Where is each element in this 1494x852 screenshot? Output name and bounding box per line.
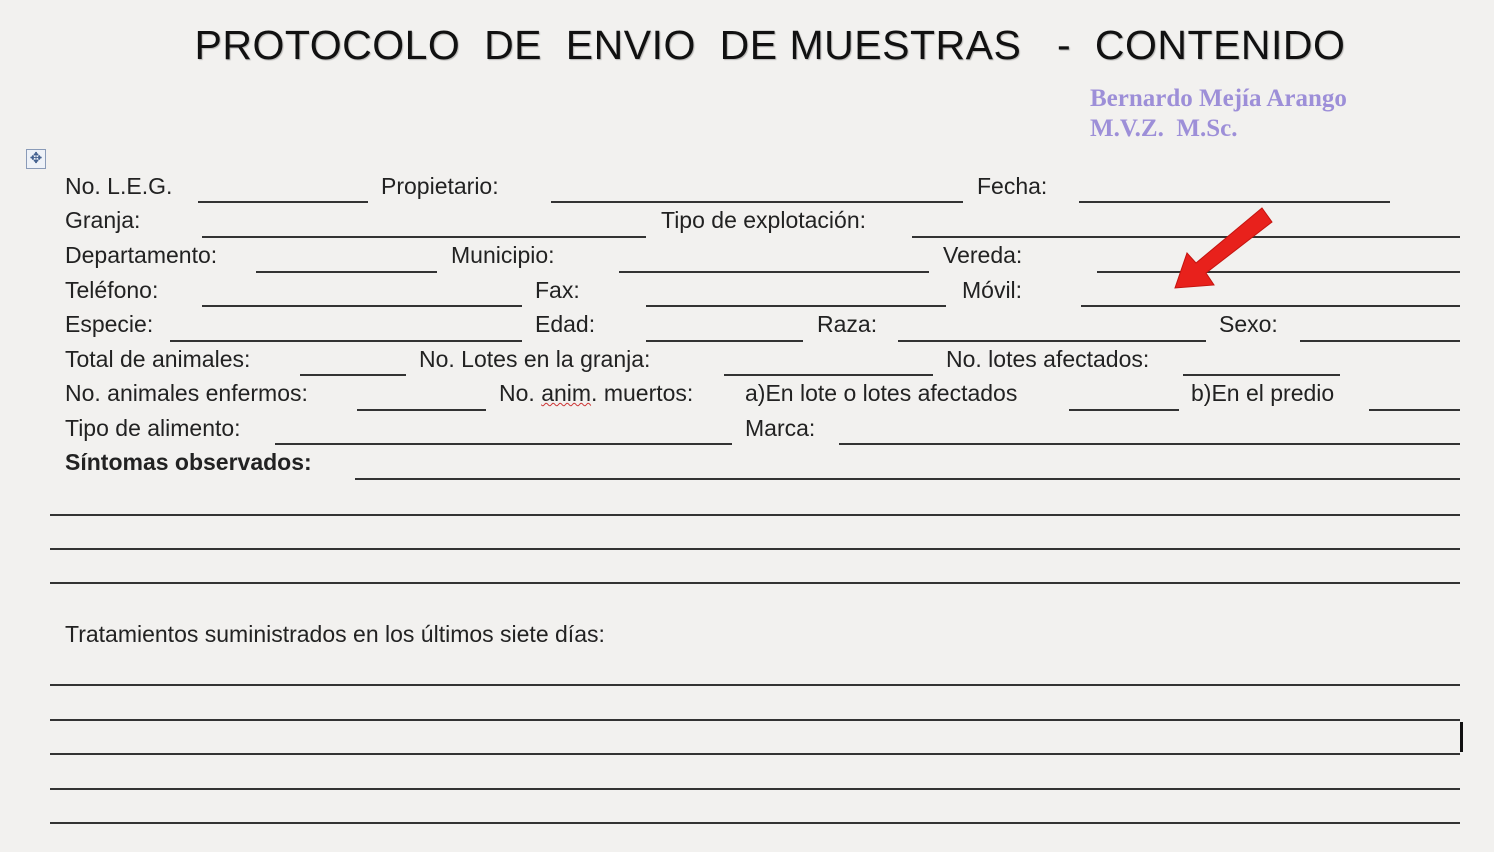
label-departamento: Departamento:	[65, 242, 218, 268]
label-no-anim-muertos-prefix: No.	[499, 380, 542, 406]
field-especie[interactable]	[170, 340, 522, 342]
author-degrees: M.V.Z. M.Sc.	[1090, 115, 1238, 142]
field-no-leg[interactable]	[198, 201, 368, 203]
label-en-lote: a)En lote o lotes afectados	[745, 380, 1018, 406]
red-arrow-icon	[1170, 205, 1280, 300]
field-en-predio[interactable]	[1369, 409, 1460, 411]
field-fax[interactable]	[646, 305, 946, 307]
field-fecha[interactable]	[1079, 201, 1390, 203]
field-sintomas-line-4[interactable]	[50, 582, 1460, 584]
field-tratamientos-line-3[interactable]	[50, 753, 1460, 755]
label-no-animales-enfermos: No. animales enfermos:	[65, 380, 308, 406]
label-tratamientos: Tratamientos suministrados en los últimos siete días:	[65, 621, 605, 647]
field-municipio[interactable]	[619, 271, 929, 273]
label-raza: Raza:	[817, 311, 878, 337]
field-no-lotes-afectados[interactable]	[1183, 374, 1340, 376]
label-no-lotes-afectados: No. lotes afectados:	[946, 346, 1150, 372]
label-tipo-explotacion: Tipo de explotación:	[661, 207, 867, 233]
label-sintomas: Síntomas observados:	[65, 449, 312, 475]
label-granja: Granja:	[65, 207, 141, 233]
field-propietario[interactable]	[551, 201, 963, 203]
field-no-lotes-granja[interactable]	[724, 374, 933, 376]
field-tipo-alimento[interactable]	[275, 443, 732, 445]
field-no-animales-enfermos[interactable]	[357, 409, 486, 411]
author-watermark	[1090, 84, 1347, 144]
label-vereda: Vereda:	[943, 242, 1023, 268]
text-cursor	[1460, 722, 1463, 752]
field-total-animales[interactable]	[300, 374, 406, 376]
field-marca[interactable]	[839, 443, 1460, 445]
page-title: PROTOCOLO DE ENVIO DE MUESTRAS - CONTENIDO	[194, 22, 1346, 68]
field-telefono[interactable]	[202, 305, 522, 307]
field-movil[interactable]	[1081, 305, 1460, 307]
field-sintomas-line-1[interactable]	[355, 478, 1460, 480]
label-tipo-alimento: Tipo de alimento:	[65, 415, 241, 441]
label-en-predio: b)En el predio	[1191, 380, 1335, 406]
label-edad: Edad:	[535, 311, 596, 337]
field-edad[interactable]	[646, 340, 803, 342]
label-movil: Móvil:	[962, 277, 1023, 303]
label-sexo: Sexo:	[1219, 311, 1278, 337]
spellcheck-word: anim	[541, 380, 592, 406]
label-no-anim-muertos-suffix: . muertos:	[591, 380, 694, 406]
field-en-lote[interactable]	[1069, 409, 1179, 411]
table-move-handle-icon[interactable]: ✥	[26, 149, 46, 169]
field-sintomas-line-2[interactable]	[50, 514, 1460, 516]
author-name: Bernardo Mejía Arango	[1090, 85, 1347, 112]
label-no-lotes-granja: No. Lotes en la granja:	[419, 346, 651, 372]
label-fax: Fax:	[535, 277, 580, 303]
field-sintomas-line-3[interactable]	[50, 548, 1460, 550]
field-departamento[interactable]	[256, 271, 437, 273]
field-raza[interactable]	[898, 340, 1206, 342]
field-sexo[interactable]	[1300, 340, 1460, 342]
label-especie: Especie:	[65, 311, 154, 337]
label-telefono: Teléfono:	[65, 277, 159, 303]
label-total-animales: Total de animales:	[65, 346, 251, 372]
label-fecha: Fecha:	[977, 173, 1048, 199]
label-no-leg: No. L.E.G.	[65, 173, 173, 199]
field-tratamientos-line-5[interactable]	[50, 822, 1460, 824]
label-no-anim-muertos	[499, 380, 693, 406]
field-granja[interactable]	[202, 236, 646, 238]
field-tratamientos-line-1[interactable]	[50, 684, 1460, 686]
field-tratamientos-line-4[interactable]	[50, 788, 1460, 790]
label-municipio: Municipio:	[451, 242, 555, 268]
field-tratamientos-line-2[interactable]	[50, 719, 1460, 721]
label-propietario: Propietario:	[381, 173, 499, 199]
label-marca: Marca:	[745, 415, 816, 441]
